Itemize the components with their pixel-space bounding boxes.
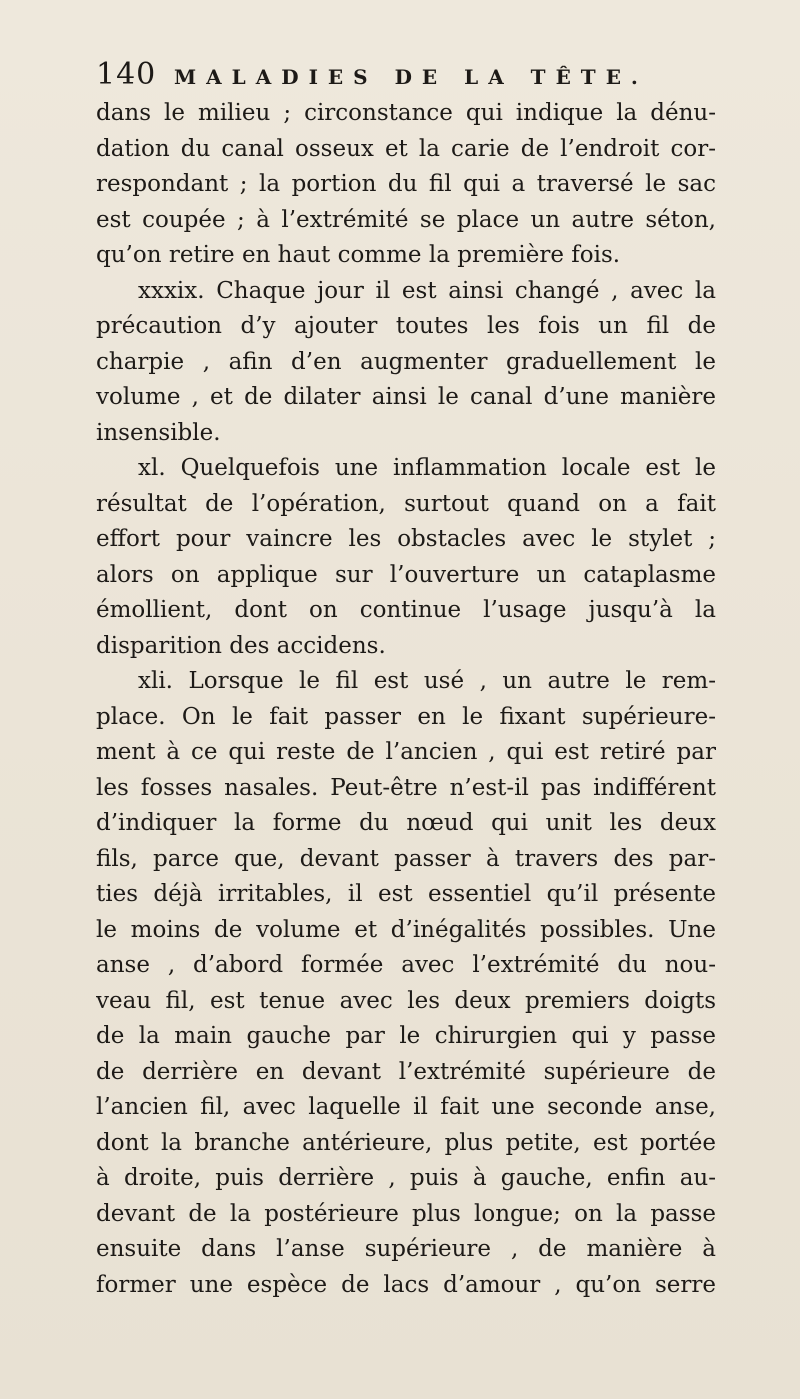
text-line: former une espèce de lacs d’amour , qu’on serre — [96, 1271, 716, 1298]
paragraph-41-start: xli. Lorsque le fil est usé , un autre le rem- — [138, 668, 716, 694]
text-line: est coupée ; à l’extrémité se place un autre séton, — [96, 206, 716, 233]
text-line: volume , et de dilater ainsi le canal d’une manière — [96, 384, 716, 410]
text-line: ment à ce qui reste de l’ancien , qui est retiré par — [96, 739, 716, 765]
text-line: de derrière en devant l’extrémité supérieure de — [96, 1058, 716, 1085]
text-line: charpie , afin d’en augmenter graduellement le — [96, 348, 716, 375]
text-line: respondant ; la portion du fil qui a traversé le sac — [96, 171, 716, 197]
paragraph-39-start: xxxix. Chaque jour il est ainsi changé , avec la — [138, 277, 716, 304]
text-line: alors on applique sur l’ouverture un cataplasme — [96, 561, 716, 588]
text-line: résultat de l’opération, surtout quand on a fait — [96, 490, 716, 517]
text-line: émollient, dont on continue l’usage jusqu’à la — [96, 597, 716, 623]
text-line: fils, parce que, devant passer à travers des par- — [96, 845, 716, 872]
text-line: le moins de volume et d’inégalités possibles. Une — [96, 916, 716, 943]
text-line: place. On le fait passer en le fixant supérieure- — [96, 703, 716, 730]
text-line: devant de la postérieure plus longue; on la passe — [96, 1200, 716, 1227]
text-line: d’indiquer la forme du nœud qui unit les deux — [96, 810, 716, 836]
text-line: l’ancien fil, avec laquelle il fait une seconde anse, — [96, 1094, 716, 1120]
text-line: de la main gauche par le chirurgien qui y passe — [96, 1023, 716, 1049]
text-line: ensuite dans l’anse supérieure , de manière à — [96, 1236, 716, 1262]
text-line: à droite, puis derrière , puis à gauche, enfin au- — [96, 1165, 716, 1191]
text-line: ties déjà irritables, il est essentiel qu’il présente — [96, 881, 716, 907]
paragraph-40-start: xl. Quelquefois une inflammation locale est le — [138, 455, 716, 481]
text-line: dation du canal osseux et la carie de l’endroit cor- — [96, 135, 716, 162]
text-line: précaution d’y ajouter toutes les fois un fil de — [96, 313, 716, 339]
text-line: effort pour vaincre les obstacles avec le stylet ; — [96, 526, 716, 552]
text-line: disparition des accidens. — [96, 632, 386, 659]
running-head: MALADIES DE LA TÊTE. — [174, 65, 648, 89]
text-line: dont la branche antérieure, plus petite, est portée — [96, 1129, 716, 1156]
text-line: insensible. — [96, 419, 221, 446]
body-text — [96, 96, 716, 1303]
text-line: les fosses nasales. Peut-être n’est-il pas indifférent — [96, 774, 716, 801]
page-number: 140 — [96, 57, 157, 92]
text-line: anse , d’abord formée avec l’extrémité du nou- — [96, 952, 716, 978]
text-line: dans le milieu ; circonstance qui indique la dénu- — [96, 100, 716, 126]
page-header — [96, 57, 716, 92]
text-line: veau fil, est tenue avec les deux premiers doigts — [96, 987, 716, 1014]
text-line: qu’on retire en haut comme la première fois. — [96, 242, 621, 268]
